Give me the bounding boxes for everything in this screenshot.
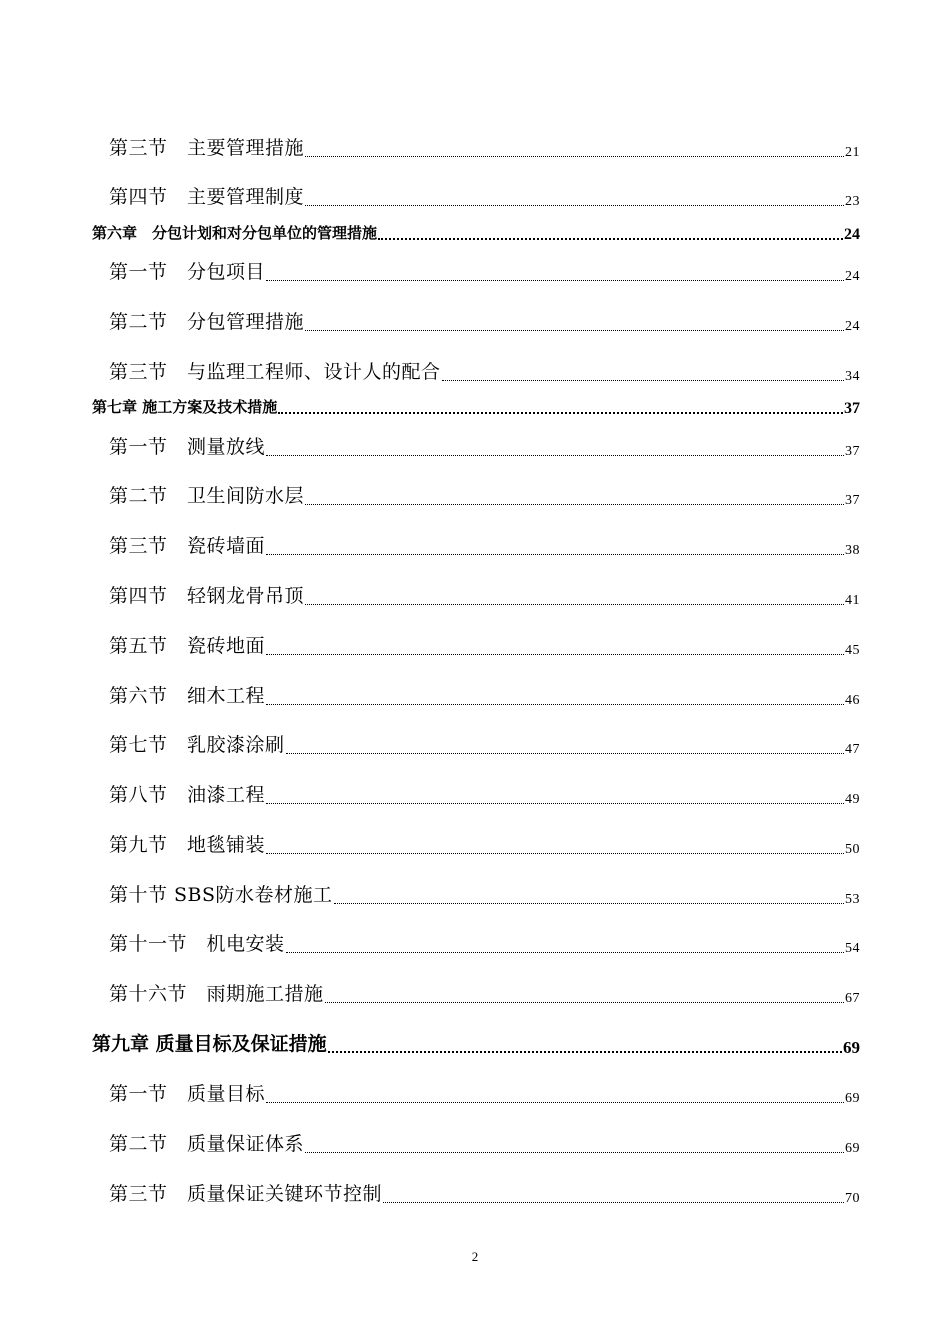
dot-leader (325, 1002, 844, 1003)
toc-entry-label: 第四节 主要管理制度 (109, 186, 305, 208)
toc-entry-label: 第五节 瓷砖地面 (109, 635, 266, 657)
toc-entry-page: 24 (844, 226, 860, 243)
toc-entry-label: 第六章 分包计划和对分包单位的管理措施 (92, 224, 378, 242)
toc-entry-page: 69 (843, 1038, 860, 1057)
dot-leader (305, 1152, 844, 1153)
dot-leader (305, 604, 844, 605)
toc-entry-label: 第七节 乳胶漆涂刷 (109, 734, 285, 756)
toc-entry-section[interactable] (92, 1079, 860, 1106)
toc-entry-section[interactable] (92, 880, 860, 907)
toc-entry-page: 37 (844, 400, 860, 417)
toc-entry-page: 45 (845, 643, 860, 658)
toc-entry-label: 第二节 卫生间防水层 (109, 485, 305, 507)
dot-leader (305, 330, 844, 331)
toc-entry-page: 34 (845, 369, 860, 384)
toc-entry-label: 第九节 地毯铺装 (109, 834, 266, 856)
toc-entry-page: 37 (845, 493, 860, 508)
toc-entry-label: 第一节 质量目标 (109, 1083, 266, 1105)
toc-entry-label: 第三节 瓷砖墙面 (109, 535, 266, 557)
toc-entry-section[interactable] (92, 182, 860, 209)
dot-leader (266, 853, 844, 854)
toc-entry-label: 第三节 主要管理措施 (109, 137, 305, 159)
toc-entry-label: 第九章 质量目标及保证措施 (92, 1033, 327, 1055)
toc-entry-page: 46 (845, 693, 860, 708)
dot-leader (442, 380, 844, 381)
toc-entry-section[interactable] (92, 1129, 860, 1156)
dot-leader (305, 205, 844, 206)
toc-entry-section[interactable] (92, 979, 860, 1006)
dot-leader (305, 156, 844, 157)
toc-entry-section[interactable] (92, 1179, 860, 1206)
toc-entry-page: 47 (845, 742, 860, 757)
toc-entry-section[interactable] (92, 730, 860, 757)
toc-entry-page: 49 (845, 792, 860, 807)
dot-leader (266, 803, 844, 804)
toc-entry-section[interactable] (92, 830, 860, 857)
toc-entry-section[interactable] (92, 357, 860, 384)
dot-leader (286, 952, 844, 953)
dot-leader (266, 280, 844, 281)
toc-entry-label: 第三节 与监理工程师、设计人的配合 (109, 361, 441, 383)
toc-entry-section[interactable] (92, 681, 860, 708)
toc-entry-page: 41 (845, 593, 860, 608)
toc-entry-section[interactable] (92, 307, 860, 334)
dot-leader (266, 554, 844, 555)
toc-entry-page: 23 (845, 194, 860, 209)
toc-entry-section[interactable] (92, 133, 860, 160)
page-number: 2 (471, 1249, 479, 1264)
dot-leader (328, 1051, 842, 1053)
toc-entry-page: 54 (845, 941, 860, 956)
dot-leader (286, 753, 844, 754)
toc-entry-label: 第四节 轻钢龙骨吊顶 (109, 585, 305, 607)
toc-entry-section[interactable] (92, 481, 860, 508)
dot-leader (305, 504, 844, 505)
toc-entry-page: 24 (845, 269, 860, 284)
toc-entry-page: 69 (845, 1141, 860, 1156)
toc-entry-label: 第十六节 雨期施工措施 (109, 983, 324, 1005)
toc-entry-label: 第八节 油漆工程 (109, 784, 266, 806)
toc-entry-label: 第十节 SBS防水卷材施工 (109, 884, 333, 906)
toc-entry-page: 69 (845, 1091, 860, 1106)
toc-entry-section[interactable] (92, 531, 860, 558)
toc-entry-section[interactable] (92, 581, 860, 608)
toc-entry-page: 70 (845, 1191, 860, 1206)
toc-entry-page: 53 (845, 892, 860, 907)
toc-entry-section[interactable] (92, 631, 860, 658)
toc-entry-page: 67 (845, 991, 860, 1006)
toc-entry-page: 37 (845, 444, 860, 459)
toc-entry-chapter[interactable] (92, 396, 860, 417)
toc-entry-label: 第十一节 机电安装 (109, 933, 285, 955)
toc-entry-label: 第一节 测量放线 (109, 436, 266, 458)
dot-leader (266, 654, 844, 655)
toc-entry-label: 第三节 质量保证关键环节控制 (109, 1183, 383, 1205)
toc-entry-label: 第六节 细木工程 (109, 685, 266, 707)
toc-entry-label: 第二节 质量保证体系 (109, 1133, 305, 1155)
toc-entry-section[interactable] (92, 929, 860, 956)
dot-leader (378, 238, 843, 240)
toc-entry-label: 第二节 分包管理措施 (109, 311, 305, 333)
dot-leader (278, 412, 843, 414)
dot-leader (383, 1202, 844, 1203)
toc-entry-section[interactable] (92, 780, 860, 807)
toc-entry-chapter[interactable] (92, 1029, 860, 1056)
toc-entry-page: 24 (845, 319, 860, 334)
dot-leader (266, 455, 844, 456)
dot-leader (266, 704, 844, 705)
dot-leader (266, 1102, 844, 1103)
dot-leader (334, 903, 844, 904)
toc-entry-section[interactable] (92, 257, 860, 284)
toc-entry-page: 38 (845, 543, 860, 558)
toc-entry-chapter[interactable] (92, 222, 860, 243)
toc-entry-page: 50 (845, 842, 860, 857)
toc-entry-page: 21 (845, 145, 860, 160)
toc-entry-section[interactable] (92, 432, 860, 459)
toc-entry-label: 第一节 分包项目 (109, 261, 266, 283)
toc-entry-label: 第七章 施工方案及技术措施 (92, 398, 278, 416)
